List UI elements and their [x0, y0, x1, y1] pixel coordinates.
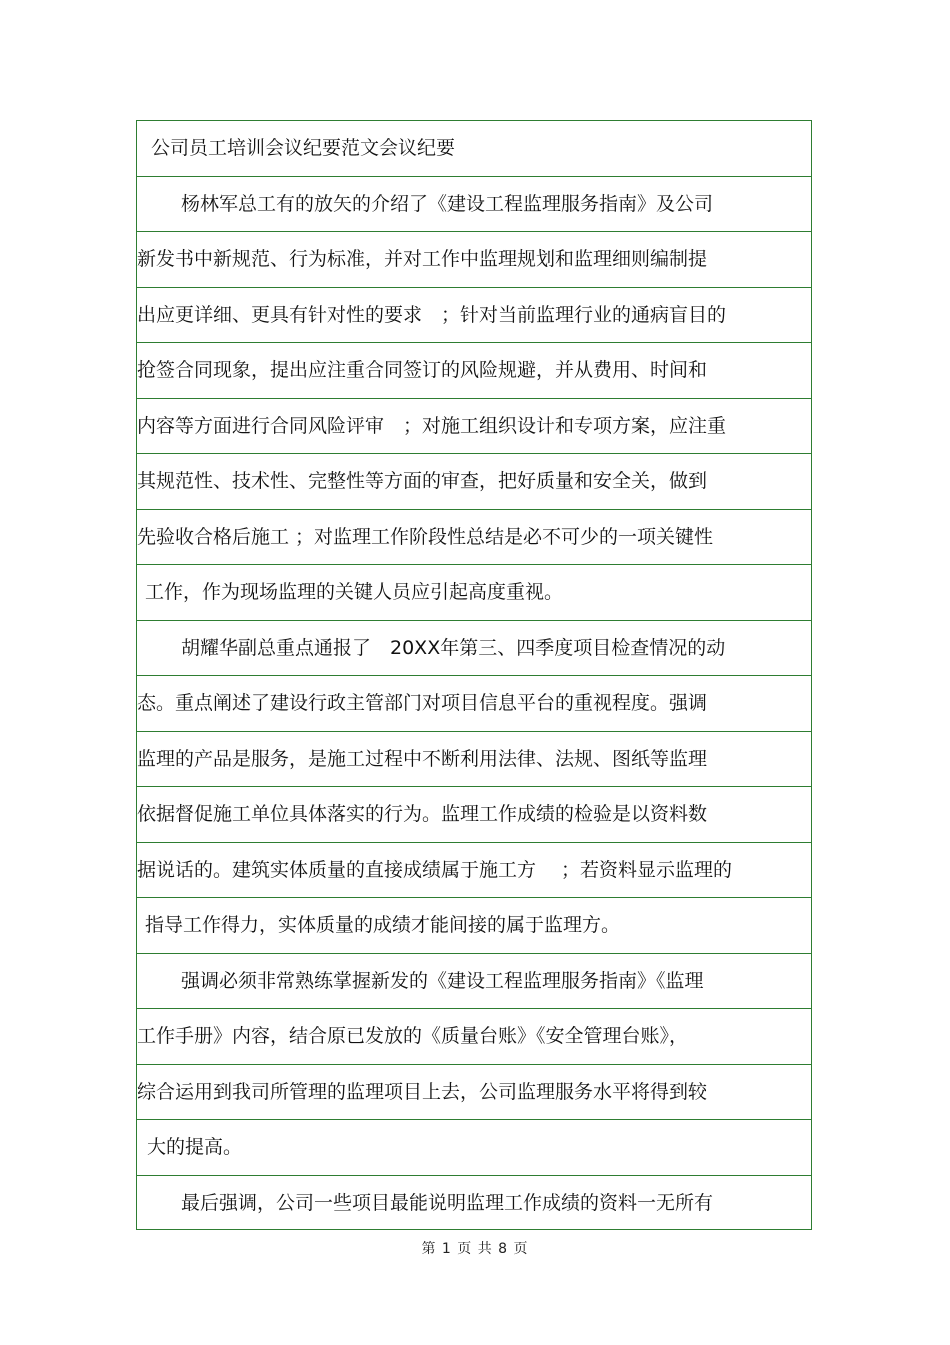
document-page: [136, 120, 812, 1230]
text-line-content: 新发书中新规范、行为标准，并对工作中监理规划和监理细则编制提: [137, 248, 708, 270]
text-line-content: 据说话的。建筑实体质量的直接成绩属于施工方 ；若资料显示监理的: [137, 858, 733, 881]
text-line: [137, 177, 811, 233]
text-line: [137, 732, 811, 788]
text-line: [137, 454, 811, 510]
text-line: [137, 1065, 811, 1121]
text-line-content: 先验收合格后施工 ；对监理工作阶段性总结是必不可少的一项关键性: [137, 525, 714, 548]
text-line: [137, 232, 811, 288]
paragraph-2-start: 胡耀华副总重点通报了 20XX年第三、四季度项目检查情况的动: [181, 636, 726, 659]
text-line-content: 综合运用到我司所管理的监理项目上去，公司监理服务水平将得到较: [137, 1080, 708, 1103]
text-line: [137, 621, 811, 677]
text-line-content: 工作，作为现场监理的关键人员应引起高度重视。: [145, 581, 564, 603]
text-line: [137, 898, 811, 954]
text-line: [137, 787, 811, 843]
text-line-content: 监理的产品是服务，是施工过程中不断利用法律、法规、图纸等监理: [137, 747, 708, 770]
text-line: [137, 1120, 811, 1176]
text-line-content: 工作手册》内容，结合原已发放的《质量台账》《安全管理台账》，: [137, 1025, 689, 1047]
text-line: [137, 1176, 811, 1232]
text-line-content: 大的提高。: [147, 1136, 243, 1158]
text-line-content: 态。重点阐述了建设行政主管部门对项目信息平台的重视程度。强调: [137, 692, 708, 714]
text-line: [137, 288, 811, 344]
text-line: [137, 399, 811, 455]
text-line-content: 出应更详细、更具有针对性的要求 ；针对当前监理行业的通病盲目的: [137, 303, 727, 326]
paragraph-3-start: 强调必须非常熟练掌握新发的《建设工程监理服务指南》《监理: [181, 969, 704, 992]
text-line: [137, 954, 811, 1010]
paragraph-4-start: 最后强调，公司一些项目最能说明监理工作成绩的资料一无所有: [181, 1191, 714, 1214]
text-line: [137, 843, 811, 899]
text-line-content: 指导工作得力，实体质量的成绩才能间接的属于监理方。: [145, 914, 621, 936]
text-line: [137, 1009, 811, 1065]
page-number: 第 1 页 共 8 页: [421, 1241, 529, 1257]
text-line: [137, 676, 811, 732]
text-line-content: 抢签合同现象，提出应注重合同签订的风险规避，并从费用、时间和: [137, 359, 708, 381]
document-title: 公司员工培训会议纪要范文会议纪要: [151, 137, 456, 159]
text-line-content: 内容等方面进行合同风险评审 ；对施工组织设计和专项方案，应注重: [137, 414, 727, 437]
text-line: [137, 565, 811, 621]
text-line-content: 依据督促施工单位具体落实的行为。监理工作成绩的检验是以资料数: [137, 803, 708, 825]
document-title-row: [137, 121, 811, 177]
paragraph-1-start: 杨林军总工有的放矢的介绍了《建设工程监理服务指南》及公司: [181, 192, 714, 215]
text-line: [137, 510, 811, 566]
text-line: [137, 343, 811, 399]
text-line-content: 其规范性、技术性、完整性等方面的审查，把好质量和安全关，做到: [137, 470, 708, 492]
